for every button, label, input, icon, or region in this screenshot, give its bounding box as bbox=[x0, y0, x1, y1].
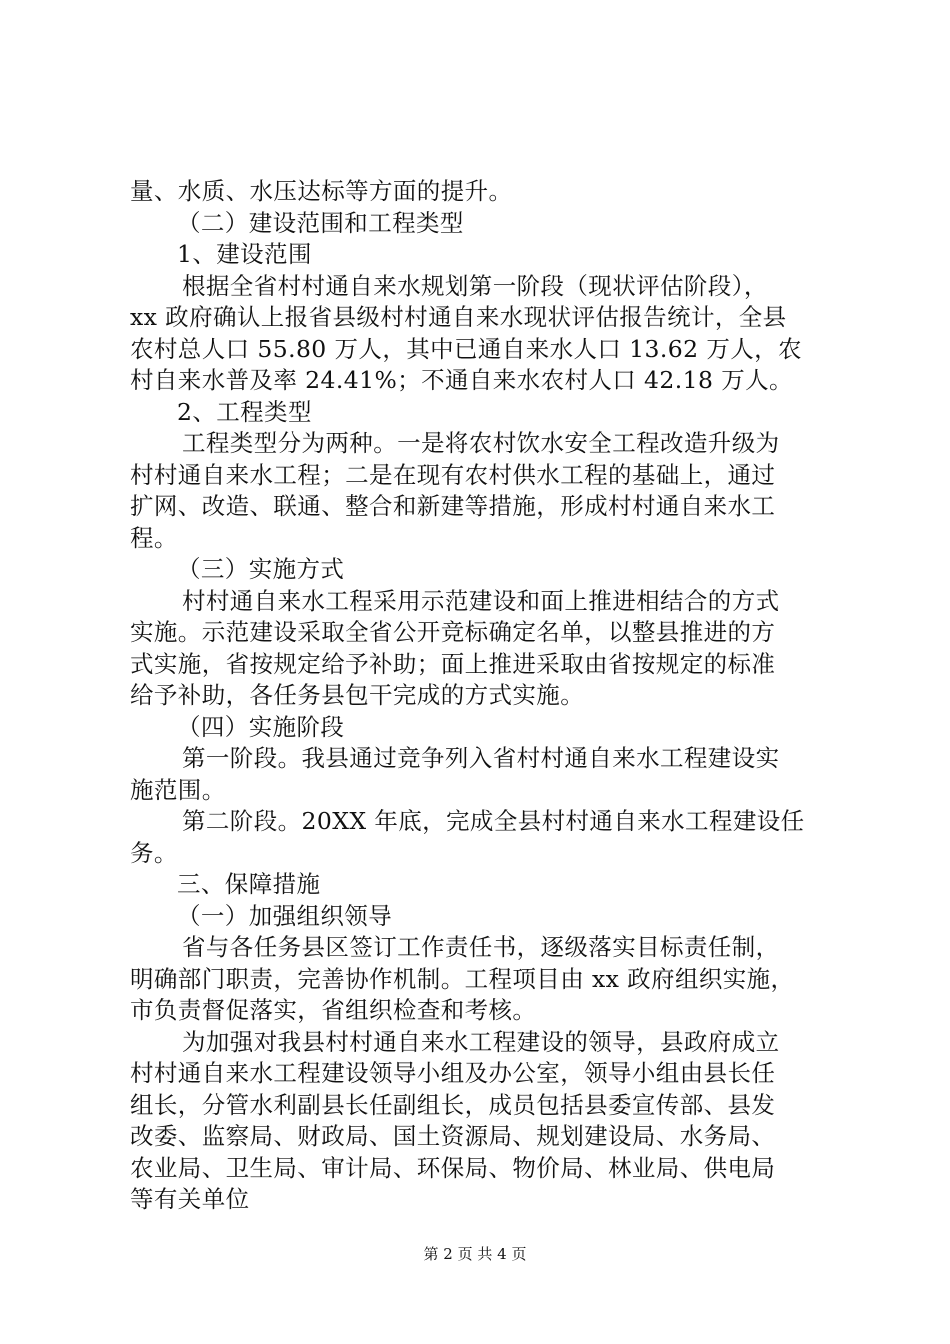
text-line: （二）建设范围和工程类型 bbox=[177, 208, 464, 237]
text-line: xx 政府确认上报省县级村村通自来水现状评估报告统计，全县 bbox=[130, 303, 787, 331]
text-line: 为加强对我县村村通自来水工程建设的领导，县政府成立 bbox=[182, 1027, 780, 1056]
text-line: 农业局、卫生局、审计局、环保局、物价局、林业局、供电局 bbox=[130, 1153, 776, 1182]
text-line: 村村通自来水工程建设领导小组及办公室，领导小组由县长任 bbox=[130, 1059, 776, 1087]
text-line: 1、建设范围 bbox=[177, 240, 312, 268]
document-body bbox=[130, 176, 835, 1216]
text-line: 市负责督促落实，省组织检查和考核。 bbox=[130, 996, 537, 1024]
text-line: 扩网、改造、联通、整合和新建等措施，形成村村通自来水工 bbox=[130, 492, 776, 520]
text-line: （三）实施方式 bbox=[177, 555, 345, 583]
text-line: 第二阶段。20XX 年底，完成全县村村通自来水工程建设任 bbox=[182, 807, 805, 835]
text-line: 施范围。 bbox=[130, 775, 226, 804]
text-line: 等有关单位 bbox=[130, 1185, 250, 1213]
page-footer: 第 2 页 共 4 页 bbox=[423, 1245, 527, 1263]
text-line: （四）实施阶段 bbox=[177, 712, 345, 741]
text-line: 村村通自来水工程；二是在现有农村供水工程的基础上，通过 bbox=[130, 460, 776, 489]
text-line: 2、工程类型 bbox=[177, 397, 312, 426]
text-line: 第一阶段。我县通过竞争列入省村村通自来水工程建设实 bbox=[182, 744, 780, 772]
text-line: 三、保障措施 bbox=[177, 870, 321, 898]
text-line: 式实施，省按规定给予补助；面上推进采取由省按规定的标准 bbox=[130, 649, 776, 678]
text-line: 实施。示范建设采取全省公开竞标确定名单，以整县推进的方 bbox=[130, 618, 776, 646]
text-line: 给予补助，各任务县包干完成的方式实施。 bbox=[130, 681, 585, 709]
text-line: 改委、监察局、财政局、国土资源局、规划建设局、水务局、 bbox=[130, 1122, 776, 1150]
text-line: （一）加强组织领导 bbox=[177, 901, 393, 930]
text-line: 组长，分管水利副县长任副组长，成员包括县委宣传部、县发 bbox=[130, 1090, 776, 1119]
text-line: 农村总人口 55.80 万人，其中已通自来水人口 13.62 万人，农 bbox=[130, 334, 802, 363]
text-line: 村村通自来水工程采用示范建设和面上推进相结合的方式 bbox=[182, 586, 780, 615]
text-line: 工程类型分为两种。一是将农村饮水安全工程改造升级为 bbox=[182, 429, 780, 457]
text-line: 村自来水普及率 24.41%；不通自来水农村人口 42.18 万人。 bbox=[130, 366, 793, 394]
text-line: 程。 bbox=[130, 523, 178, 552]
text-line: 省与各任务县区签订工作责任书，逐级落实目标责任制， bbox=[182, 933, 780, 961]
text-line: 明确部门职责，完善协作机制。工程项目由 xx 政府组织实施， bbox=[130, 964, 795, 993]
text-line: 务。 bbox=[130, 838, 178, 867]
text-line: 根据全省村村通自来水规划第一阶段（现状评估阶段）， bbox=[182, 271, 768, 300]
text-line: 量、水质、水压达标等方面的提升。 bbox=[130, 177, 513, 205]
